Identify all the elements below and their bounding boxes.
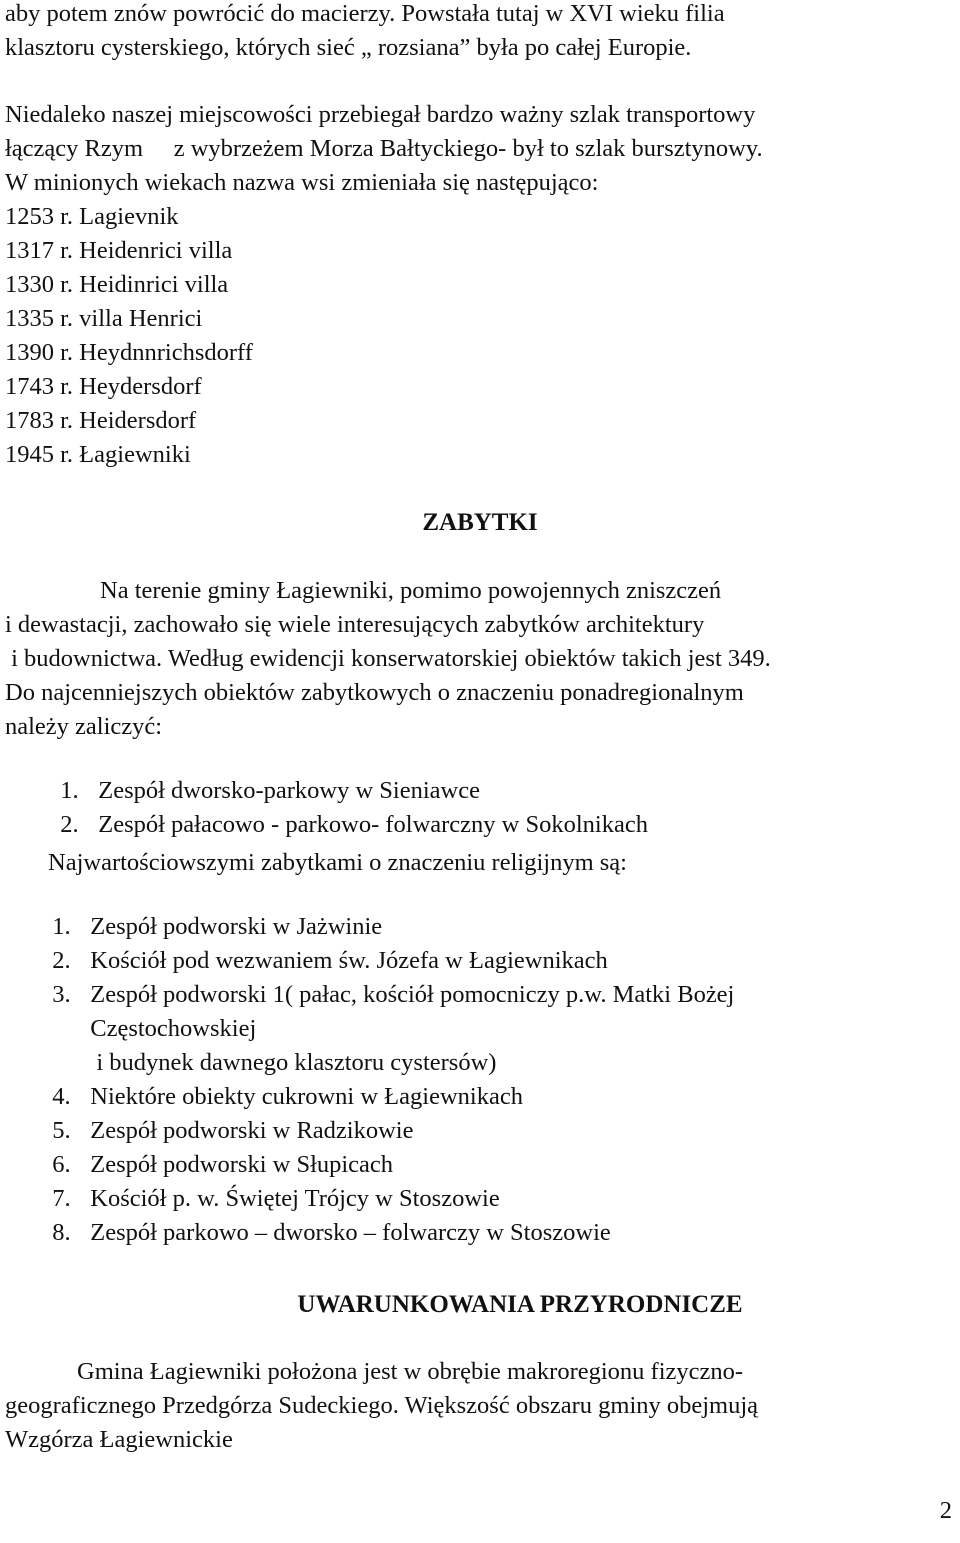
list-item-text: Kościół p. w. Świętej Trójcy w Stoszowie [90,1185,500,1212]
monuments-paragraph-line: Na terenie gminy Łagiewniki, pomimo powojennych zniszczeń [100,577,722,604]
route-line-1: Niedaleko naszej miejscowości przebiegał bardzo ważny szlak transportowy [5,101,756,128]
list-item-text: Kościół pod wezwaniem św. Józefa w Łagiewnikach [90,947,608,974]
history-entry: 1390 r. Heydnnrichsdorff [5,339,253,366]
list-item-text: Zespół dworsko-parkowy w Sieniawce [98,777,480,804]
list-item-number: 6. [52,1151,71,1178]
religious-intro: Najwartościowszymi zabytkami o znaczeniu religijnym są: [48,849,627,876]
list-item-text: Zespół podworski w Radzikowie [90,1117,414,1144]
list-item [48,780,648,840]
nature-line: Gmina Łagiewniki położona jest w obrębie makroregionu fizyczno- [77,1358,744,1385]
monuments-heading: ZABYTKI [422,509,538,536]
list-item-number: 1. [60,777,79,804]
list-item-number: 3. [52,981,71,1008]
monuments-paragraph-line: Do najcenniejszych obiektów zabytkowych o znaczeniu ponadregionalnym [5,679,744,706]
list-item-number: 8. [52,1219,71,1246]
list-item-text: Zespół podworski w Słupicach [90,1151,394,1178]
nature-heading: UWARUNKOWANIA PRZYRODNICZE [297,1291,743,1318]
list-item-number: 2. [60,811,79,838]
list-item [40,1188,611,1248]
route-line-3: W minionych wiekach nazwa wsi zmieniała się następująco: [5,169,599,196]
list-item-text: Zespół parkowo – dworsko – folwarczy w Stoszowie [90,1219,611,1246]
page-number: 2 [939,1497,952,1524]
intro-line-2: klasztoru cysterskiego, których sieć „ rozsiana” była po całej Europie. [5,34,692,61]
list-item-number: 2. [52,947,71,974]
monuments-paragraph-line: i budownictwa. Według ewidencji konserwatorskiej obiektów takich jest 349. [5,645,771,672]
history-entry: 1335 r. villa Henrici [5,305,203,332]
route-line-2: łączący Rzym z wybrzeżem Morza Bałtyckiego- był to szlak bursztynowy. [5,135,763,162]
history-entry: 1253 r. Lagievnik [5,203,179,230]
list-item-number: 5. [52,1117,71,1144]
history-entry: 1317 r. Heidenrici villa [5,237,233,264]
history-entry: 1945 r. Łagiewniki [5,441,191,468]
list-item-text: Częstochowskiej [90,1015,257,1042]
history-entry: 1783 r. Heidersdorf [5,407,197,434]
monuments-paragraph-line: należy zaliczyć: [5,713,163,740]
intro-line-1: aby potem znów powrócić do macierzy. Powstała tutaj w XVI wieku filia [5,0,725,27]
list-item-text: Zespół podworski w Jażwinie [90,913,383,940]
monuments-paragraph-line: i dewastacji, zachowało się wiele interesujących zabytków architektury [5,611,705,638]
list-item-text: Zespół podworski 1( pałac, kościół pomocniczy p.w. Matki Bożej [90,981,735,1008]
list-item-text: i budynek dawnego klasztoru cystersów) [90,1049,497,1076]
list-item-number: 7. [52,1185,71,1212]
history-entry: 1743 r. Heydersdorf [5,373,202,400]
list-item-text: Niektóre obiekty cukrowni w Łagiewnikach [90,1083,523,1110]
list-item-number: 1. [52,913,71,940]
nature-line: Wzgórza Łagiewnickie [5,1426,233,1453]
list-item-text: Zespół pałacowo - parkowo- folwarczny w Sokolnikach [98,811,648,838]
nature-line: geograficznego Przedgórza Sudeckiego. Większość obszaru gminy obejmują [5,1392,759,1419]
history-entry: 1330 r. Heidinrici villa [5,271,229,298]
list-item-number: 4. [52,1083,71,1110]
